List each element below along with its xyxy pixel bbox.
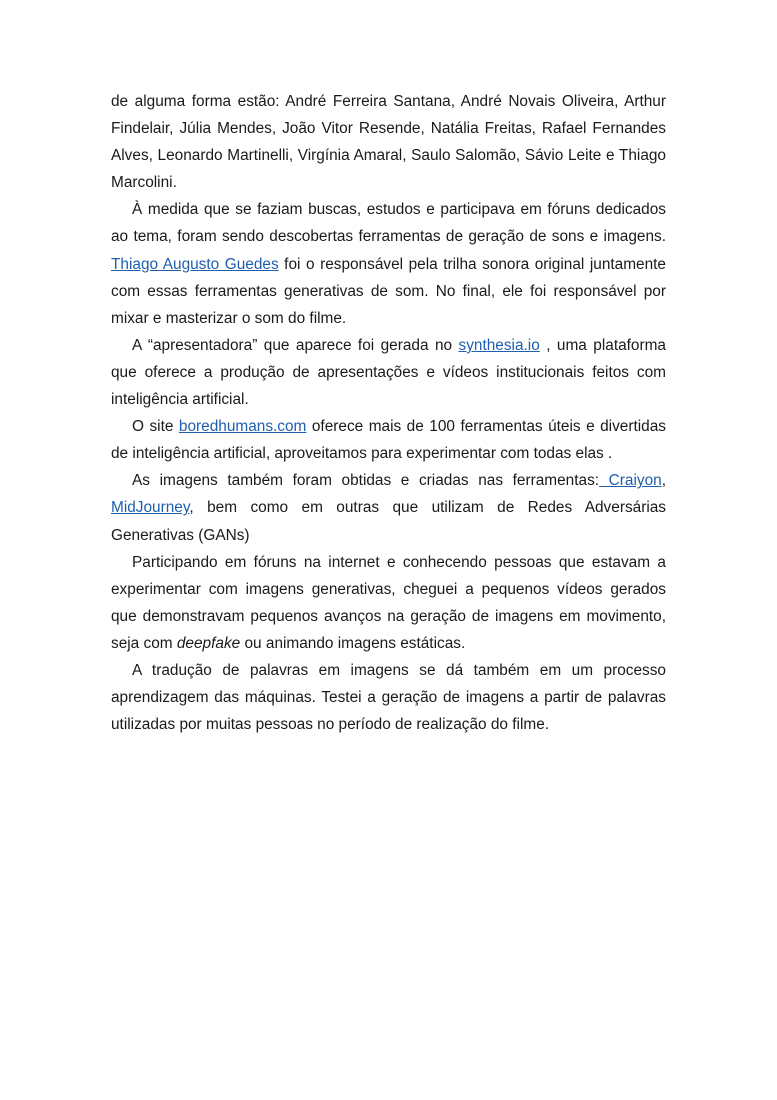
paragraph-tools-sound — [111, 196, 666, 331]
link-craiyon[interactable]: Craiyon — [599, 472, 662, 490]
document-body — [111, 88, 666, 738]
paragraph-credits — [111, 88, 666, 196]
paragraph-translation — [111, 657, 666, 738]
link-boredhumans[interactable]: boredhumans.com — [178, 418, 307, 436]
paragraph-text: A tradução de palavras em imagens se dá também em um processo aprendizagem das máquinas. Testei a geração de imagens a partir de palavras utilizadas por muitas pessoas no período de realização do filme. — [111, 661, 666, 734]
paragraph-emphasis: deepfake — [176, 634, 241, 652]
paragraph-boredhumans — [111, 413, 666, 467]
paragraph-text: , uma plataforma que oferece a produção de apresentações e vídeos institucionais feitos com inteligência artificial. — [111, 336, 666, 409]
link-midjourney[interactable]: MidJourney — [111, 499, 190, 517]
paragraph-text: ou animando imagens estáticas. — [240, 634, 466, 652]
paragraph-text: , bem como em outras que utilizam de Redes Adversárias Generativas (GANs) — [111, 499, 666, 544]
link-thiago-augusto-guedes[interactable]: Thiago Augusto Guedes — [111, 255, 279, 273]
paragraph-text: foi o responsável pela trilha sonora original juntamente com essas ferramentas generativas de som. No final, ele foi responsável por mixar e masterizar o som do filme. — [111, 255, 666, 327]
paragraph-image-tools — [111, 467, 666, 548]
paragraph-text: À medida que se faziam buscas, estudos e participava em fóruns dedicados ao tema, foram sendo descobertas ferramentas de geração de sons e imagens. — [111, 201, 666, 246]
paragraph-text: Participando em fóruns na internet e conhecendo pessoas que estavam a experimentar com imagens generativas, cheguei a pequenos vídeos gerados que demonstravam pequenos avanços na geração de imagens em movimento, seja com — [111, 553, 666, 652]
link-synthesia[interactable]: synthesia.io — [458, 336, 540, 354]
paragraph-text: de alguma forma estão: André Ferreira Santana, André Novais Oliveira, Arthur Findelair, Júlia Mendes, João Vitor Resende, Natália Freitas, Rafael Fernandes Alves, Leonardo Martinelli, Virgínia Amaral, Saulo Salomão, Sávio Leite e Thiago Marcolini. — [111, 93, 666, 192]
paragraph-synthesia — [111, 332, 666, 413]
paragraph-text: A “apresentadora” que aparece foi gerada no — [132, 336, 459, 354]
paragraph-text: oferece mais de 100 ferramentas úteis e divertidas de inteligência artificial, aproveitamos para experimentar com todas elas . — [111, 418, 666, 463]
paragraph-forums — [111, 549, 666, 657]
paragraph-text: O site — [132, 418, 179, 436]
paragraph-text: , — [661, 472, 666, 490]
paragraph-text: As imagens também foram obtidas e criadas nas ferramentas: — [132, 472, 600, 490]
